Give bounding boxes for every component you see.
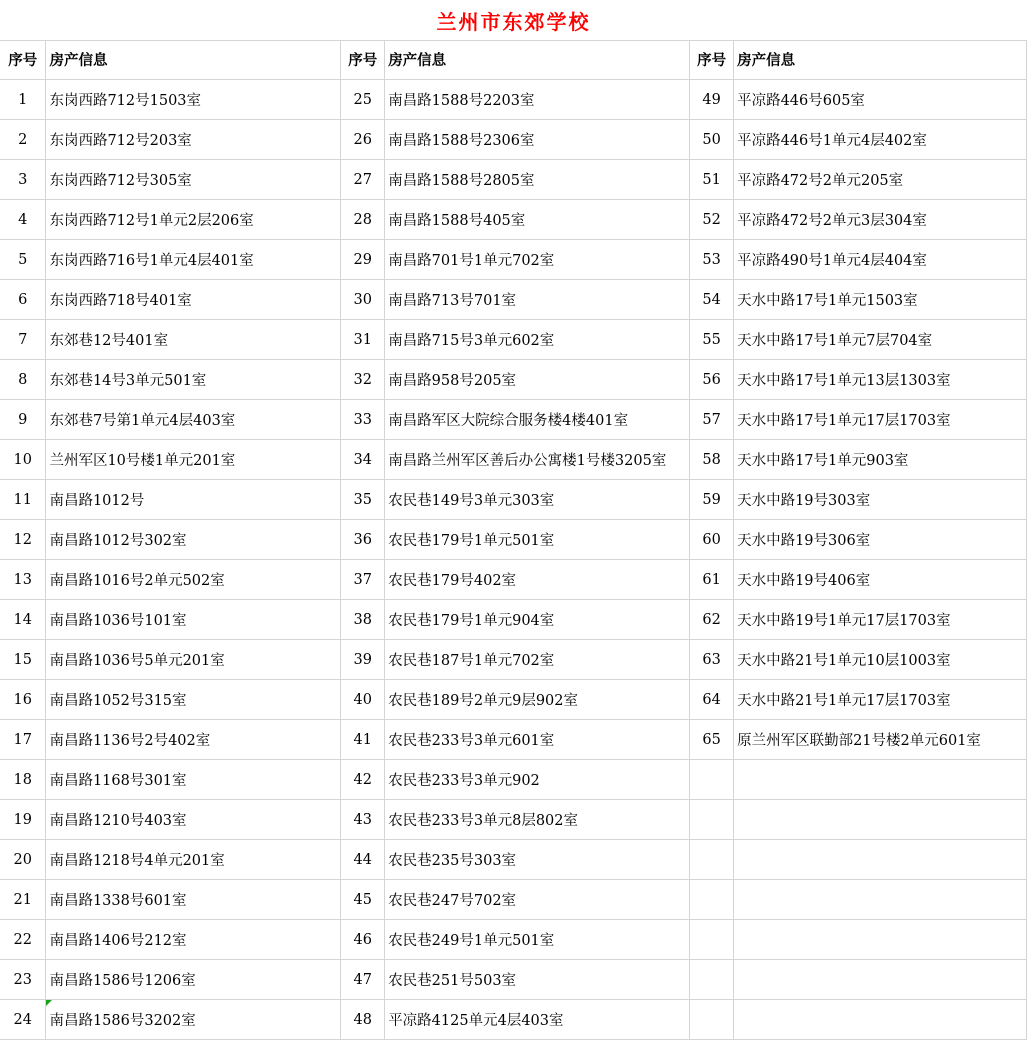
property-info-cell[interactable]: 南昌路1588号2805室 [385,160,690,200]
table-row [0,720,1027,760]
table-row [0,680,1027,720]
table-row [0,360,1027,400]
serial-number-cell[interactable]: 10 [0,440,46,480]
property-info-cell[interactable]: 天水中路21号1单元10层1003室 [734,640,1027,680]
property-info-cell[interactable]: 东岗西路716号1单元4层401室 [46,240,341,280]
property-info-cell[interactable]: 南昌路1016号2单元502室 [46,560,341,600]
table-row [0,480,1027,520]
property-info-cell[interactable]: 南昌路1012号302室 [46,520,341,560]
serial-number-cell[interactable] [690,960,734,1000]
table-row [0,440,1027,480]
property-info-cell[interactable] [734,760,1027,800]
property-info-cell[interactable]: 平凉路446号1单元4层402室 [734,120,1027,160]
property-info-cell[interactable]: 东岗西路712号1503室 [46,80,341,120]
property-info-cell[interactable]: 南昌路兰州军区善后办公寓楼1号楼3205室 [385,440,690,480]
property-info-cell[interactable]: 南昌路1036号101室 [46,600,341,640]
property-info-cell[interactable]: 东郊巷12号401室 [46,320,341,360]
serial-number-cell[interactable]: 4 [0,200,46,240]
property-info-cell[interactable]: 兰州军区10号楼1单元201室 [46,440,341,480]
serial-number-cell[interactable]: 58 [690,440,734,480]
property-info-cell[interactable]: 农民巷249号1单元501室 [385,920,690,960]
property-info-cell[interactable]: 天水中路19号1单元17层1703室 [734,600,1027,640]
serial-number-cell[interactable] [690,800,734,840]
serial-number-cell[interactable]: 44 [341,840,385,880]
property-info-cell[interactable]: 平凉路446号605室 [734,80,1027,120]
property-info-cell[interactable]: 平凉路472号2单元3层304室 [734,200,1027,240]
serial-number-cell[interactable]: 24 [0,1000,46,1040]
serial-number-cell[interactable] [690,880,734,920]
table-row [0,280,1027,320]
property-info-cell[interactable]: 南昌路1586号3202室 [46,1000,341,1040]
property-info-cell[interactable]: 农民巷179号1单元904室 [385,600,690,640]
property-info-cell[interactable]: 农民巷233号3单元601室 [385,720,690,760]
table-row [0,640,1027,680]
table-row [0,880,1027,920]
property-info-cell[interactable]: 南昌路1588号2203室 [385,80,690,120]
serial-number-cell[interactable]: 28 [341,200,385,240]
property-info-cell[interactable]: 农民巷189号2单元9层902室 [385,680,690,720]
serial-number-cell[interactable]: 21 [0,880,46,920]
property-info-cell[interactable]: 南昌路军区大院综合服务楼4楼401室 [385,400,690,440]
serial-number-cell[interactable]: 8 [0,360,46,400]
property-info-cell[interactable]: 天水中路19号406室 [734,560,1027,600]
serial-number-cell[interactable]: 51 [690,160,734,200]
property-info-cell[interactable] [734,800,1027,840]
serial-number-cell[interactable]: 53 [690,240,734,280]
serial-number-cell[interactable]: 15 [0,640,46,680]
property-info-cell[interactable]: 天水中路17号1单元13层1303室 [734,360,1027,400]
property-info-cell[interactable]: 南昌路1338号601室 [46,880,341,920]
header-row [0,40,1027,80]
property-info-cell[interactable]: 农民巷179号1单元501室 [385,520,690,560]
property-info-cell[interactable]: 东郊巷14号3单元501室 [46,360,341,400]
property-info-cell[interactable] [734,880,1027,920]
table-row [0,960,1027,1000]
serial-number-cell[interactable]: 41 [341,720,385,760]
serial-number-cell[interactable]: 42 [341,760,385,800]
serial-number-cell[interactable]: 46 [341,920,385,960]
property-info-cell[interactable]: 天水中路21号1单元17层1703室 [734,680,1027,720]
serial-number-cell[interactable]: 18 [0,760,46,800]
property-info-cell[interactable]: 南昌路1012号 [46,480,341,520]
serial-number-cell[interactable]: 62 [690,600,734,640]
serial-number-cell[interactable]: 7 [0,320,46,360]
property-info-cell[interactable]: 南昌路1588号405室 [385,200,690,240]
property-info-cell[interactable]: 农民巷233号3单元8层802室 [385,800,690,840]
serial-number-cell[interactable]: 11 [0,480,46,520]
property-info-cell[interactable]: 东岗西路712号1单元2层206室 [46,200,341,240]
serial-number-cell[interactable]: 61 [690,560,734,600]
serial-number-cell[interactable]: 26 [341,120,385,160]
serial-number-cell[interactable]: 34 [341,440,385,480]
serial-number-cell[interactable]: 6 [0,280,46,320]
table-row [0,760,1027,800]
property-info-cell[interactable]: 平凉路490号1单元4层404室 [734,240,1027,280]
serial-number-cell[interactable]: 2 [0,120,46,160]
serial-number-cell[interactable]: 65 [690,720,734,760]
property-info-cell[interactable]: 农民巷149号3单元303室 [385,480,690,520]
serial-number-cell[interactable]: 57 [690,400,734,440]
table-row [0,160,1027,200]
serial-number-cell[interactable]: 27 [341,160,385,200]
property-info-cell[interactable]: 南昌路713号701室 [385,280,690,320]
serial-number-cell[interactable]: 12 [0,520,46,560]
serial-number-cell[interactable]: 37 [341,560,385,600]
property-info-cell[interactable]: 南昌路1406号212室 [46,920,341,960]
property-info-cell[interactable]: 农民巷233号3单元902 [385,760,690,800]
serial-number-cell[interactable]: 33 [341,400,385,440]
table-row [0,200,1027,240]
serial-number-cell[interactable]: 54 [690,280,734,320]
property-info-cell[interactable]: 南昌路1210号403室 [46,800,341,840]
serial-number-cell[interactable]: 50 [690,120,734,160]
serial-number-cell[interactable]: 25 [341,80,385,120]
property-info-cell[interactable] [734,840,1027,880]
serial-number-cell[interactable]: 39 [341,640,385,680]
serial-number-cell[interactable]: 43 [341,800,385,840]
table-row [0,120,1027,160]
serial-number-cell[interactable]: 38 [341,600,385,640]
table-row [0,560,1027,600]
serial-number-cell[interactable]: 64 [690,680,734,720]
serial-number-cell[interactable]: 60 [690,520,734,560]
serial-number-cell[interactable]: 3 [0,160,46,200]
property-info-cell[interactable]: 南昌路1036号5单元201室 [46,640,341,680]
property-info-cell[interactable]: 南昌路715号3单元602室 [385,320,690,360]
sheet-title: 兰州市东郊学校 [436,9,591,34]
property-info-cell[interactable]: 东郊巷7号第1单元4层403室 [46,400,341,440]
property-info-cell[interactable] [734,1000,1027,1040]
serial-number-cell[interactable] [690,840,734,880]
property-info-cell[interactable]: 南昌路1588号2306室 [385,120,690,160]
property-info-cell[interactable]: 南昌路1168号301室 [46,760,341,800]
property-info-cell[interactable]: 农民巷187号1单元702室 [385,640,690,680]
property-info-cell[interactable]: 南昌路1586号1206室 [46,960,341,1000]
header-property-info[interactable]: 房产信息 [385,40,690,80]
serial-number-cell[interactable]: 30 [341,280,385,320]
serial-number-cell[interactable] [690,1000,734,1040]
property-info-cell[interactable]: 南昌路958号205室 [385,360,690,400]
serial-number-cell[interactable]: 14 [0,600,46,640]
property-info-cell[interactable]: 东岗西路712号305室 [46,160,341,200]
property-info-cell[interactable]: 农民巷179号402室 [385,560,690,600]
serial-number-cell[interactable]: 13 [0,560,46,600]
table-row [0,320,1027,360]
table-row [0,840,1027,880]
property-info-cell[interactable]: 东岗西路718号401室 [46,280,341,320]
serial-number-cell[interactable]: 16 [0,680,46,720]
property-info-cell[interactable]: 农民巷235号303室 [385,840,690,880]
serial-number-cell[interactable]: 32 [341,360,385,400]
property-info-cell[interactable]: 天水中路17号1单元17层1703室 [734,400,1027,440]
serial-number-cell[interactable]: 23 [0,960,46,1000]
property-info-cell[interactable]: 原兰州军区联勤部21号楼2单元601室 [734,720,1027,760]
serial-number-cell[interactable]: 49 [690,80,734,120]
property-info-cell[interactable]: 农民巷247号702室 [385,880,690,920]
serial-number-cell[interactable]: 40 [341,680,385,720]
header-serial-number[interactable]: 序号 [0,40,46,80]
serial-number-cell[interactable] [690,760,734,800]
serial-number-cell[interactable]: 17 [0,720,46,760]
header-property-info[interactable]: 房产信息 [734,40,1027,80]
serial-number-cell[interactable]: 47 [341,960,385,1000]
serial-number-cell[interactable]: 22 [0,920,46,960]
property-table [0,40,1027,1040]
table-row [0,80,1027,120]
serial-number-cell[interactable]: 45 [341,880,385,920]
property-info-cell[interactable] [734,920,1027,960]
serial-number-cell[interactable]: 31 [341,320,385,360]
serial-number-cell[interactable]: 35 [341,480,385,520]
property-info-cell[interactable]: 天水中路19号303室 [734,480,1027,520]
property-info-cell[interactable]: 天水中路17号1单元7层704室 [734,320,1027,360]
table-row [0,800,1027,840]
serial-number-cell[interactable]: 59 [690,480,734,520]
serial-number-cell[interactable]: 55 [690,320,734,360]
serial-number-cell[interactable]: 9 [0,400,46,440]
property-info-cell[interactable]: 南昌路701号1单元702室 [385,240,690,280]
property-info-cell[interactable]: 平凉路4125单元4层403室 [385,1000,690,1040]
property-info-cell[interactable]: 农民巷251号503室 [385,960,690,1000]
property-info-cell[interactable]: 南昌路1052号315室 [46,680,341,720]
serial-number-cell[interactable]: 20 [0,840,46,880]
serial-number-cell[interactable]: 1 [0,80,46,120]
serial-number-cell[interactable]: 5 [0,240,46,280]
property-info-cell[interactable]: 东岗西路712号203室 [46,120,341,160]
serial-number-cell[interactable]: 19 [0,800,46,840]
property-info-cell[interactable]: 天水中路19号306室 [734,520,1027,560]
table-row [0,400,1027,440]
header-serial-number[interactable]: 序号 [690,40,734,80]
property-info-cell[interactable]: 天水中路17号1单元1503室 [734,280,1027,320]
table-body [0,40,1027,1040]
header-property-info[interactable]: 房产信息 [46,40,341,80]
table-row [0,1000,1027,1040]
property-info-cell[interactable]: 南昌路1136号2号402室 [46,720,341,760]
serial-number-cell[interactable]: 48 [341,1000,385,1040]
serial-number-cell[interactable]: 52 [690,200,734,240]
title-cell[interactable] [0,0,1027,41]
serial-number-cell[interactable]: 29 [341,240,385,280]
property-info-cell[interactable]: 平凉路472号2单元205室 [734,160,1027,200]
property-info-cell[interactable]: 南昌路1218号4单元201室 [46,840,341,880]
comment-indicator [46,1000,52,1006]
property-info-cell[interactable] [734,960,1027,1000]
serial-number-cell[interactable] [690,920,734,960]
table-row [0,600,1027,640]
serial-number-cell[interactable]: 36 [341,520,385,560]
header-serial-number[interactable]: 序号 [341,40,385,80]
serial-number-cell[interactable]: 56 [690,360,734,400]
table-row [0,920,1027,960]
table-row [0,520,1027,560]
serial-number-cell[interactable]: 63 [690,640,734,680]
property-info-cell[interactable]: 天水中路17号1单元903室 [734,440,1027,480]
table-row [0,240,1027,280]
